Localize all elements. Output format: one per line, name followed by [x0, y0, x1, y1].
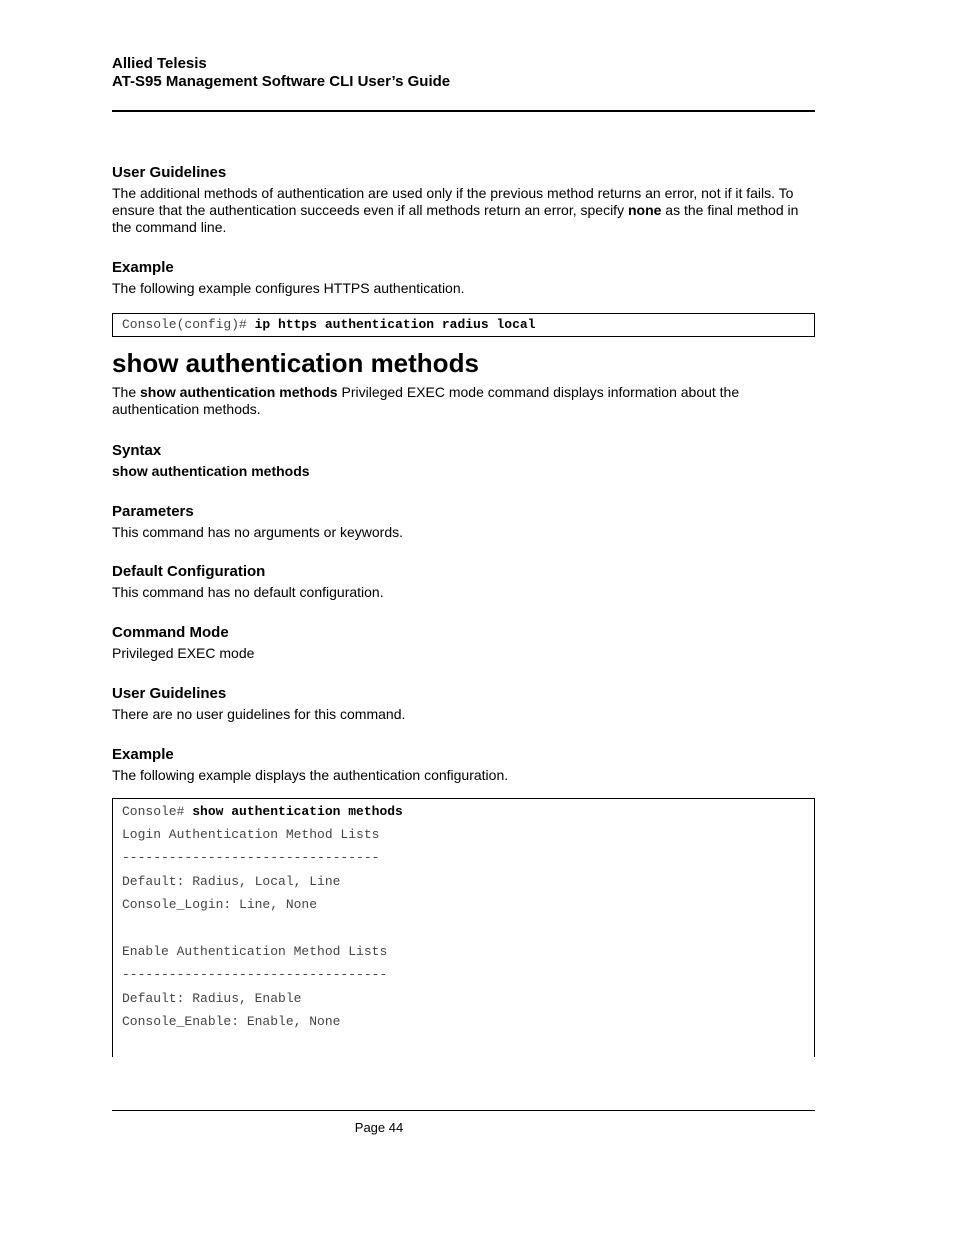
parameters-text: This command has no arguments or keywords. [112, 524, 404, 540]
example-text: The following example displays the authentication configuration. [112, 767, 509, 783]
code-line: Console# show authentication methods [122, 804, 403, 819]
code-line: Console(config)# ip https authentication radius local [122, 317, 536, 332]
example-section-1 [112, 259, 815, 297]
command-mode-section [112, 624, 815, 662]
code-box-show-authentication [112, 798, 815, 1057]
syntax-heading: Syntax [112, 442, 162, 459]
user-guidelines-text: The additional methods of authentication are used only if the previous method returns an error, not if it fails. To ensure that the authentication succeeds even if all methods return an error, specify none as the final method in the command line. [112, 185, 799, 235]
command-mode-text: Privileged EXEC mode [112, 645, 255, 661]
header-rule [112, 110, 815, 112]
syntax-section [112, 442, 815, 480]
user-guidelines-section-2 [112, 685, 815, 723]
header-company: Allied Telesis [112, 55, 207, 72]
user-guidelines-section-1 [112, 164, 815, 236]
code-line: ---------------------------------- [122, 967, 388, 982]
running-header [112, 55, 450, 91]
header-guide-title: AT-S95 Management Software CLI User’s Guide [112, 73, 451, 90]
command-intro: The show authentication methods Privileged EXEC mode command displays information about the authentication methods. [112, 384, 740, 417]
footer-rule [112, 1110, 815, 1111]
default-configuration-section [112, 563, 815, 601]
command-title: show authentication methods [112, 348, 479, 378]
user-guidelines-heading: User Guidelines [112, 685, 227, 702]
parameters-heading: Parameters [112, 503, 194, 520]
user-guidelines-text: There are no user guidelines for this command. [112, 706, 406, 722]
default-configuration-text: This command has no default configuration. [112, 584, 384, 600]
user-guidelines-heading: User Guidelines [112, 164, 227, 181]
example-heading: Example [112, 259, 174, 276]
code-line: Default: Radius, Local, Line [122, 874, 341, 889]
page-number: Page 44 [354, 1120, 404, 1135]
default-configuration-heading: Default Configuration [112, 563, 266, 580]
example-section-2 [112, 746, 815, 784]
example-heading: Example [112, 746, 174, 763]
syntax-text: show authentication methods [112, 463, 310, 479]
code-line: Default: Radius, Enable [122, 991, 302, 1006]
example-text: The following example configures HTTPS authentication. [112, 280, 465, 296]
code-line: --------------------------------- [122, 850, 380, 865]
parameters-section [112, 503, 815, 541]
command-mode-heading: Command Mode [112, 624, 229, 641]
code-line: Console_Login: Line, None [122, 897, 318, 912]
code-line: Enable Authentication Method Lists [122, 944, 388, 959]
code-box-https [112, 313, 815, 337]
code-line: Login Authentication Method Lists [122, 827, 380, 842]
code-line: Console_Enable: Enable, None [122, 1014, 341, 1029]
